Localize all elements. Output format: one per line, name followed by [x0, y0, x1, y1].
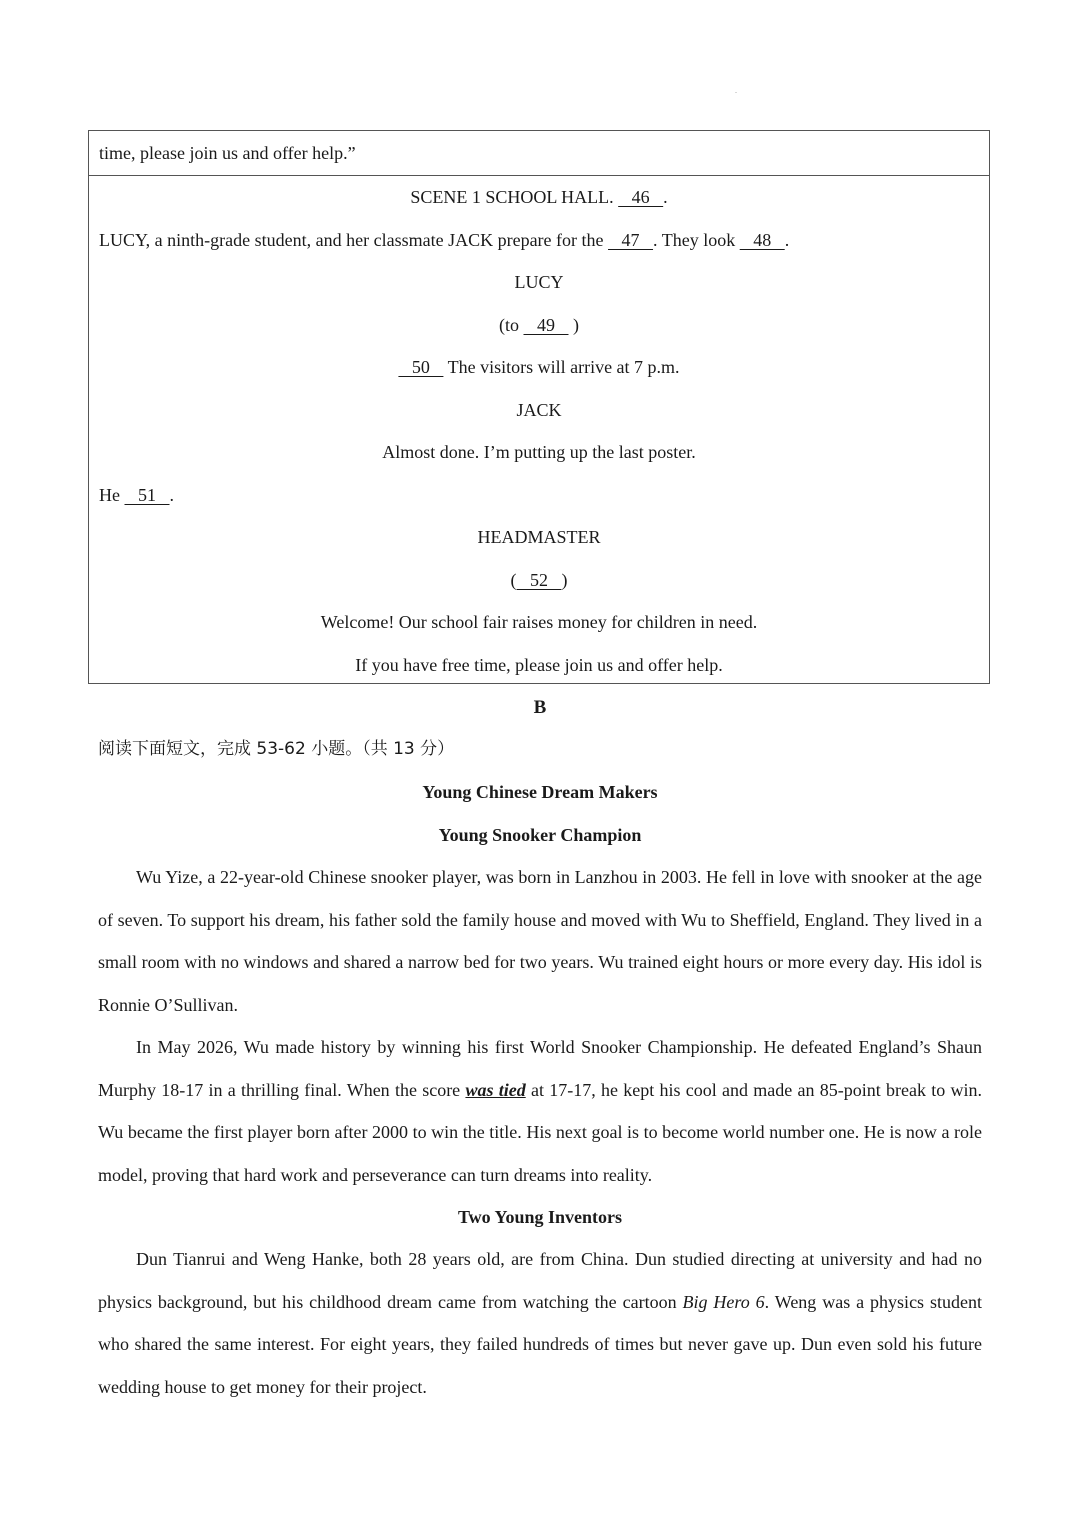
jack-line: Almost done. I’m putting up the last poster. — [382, 442, 696, 462]
stage-direction-to: (to 49 ) — [499, 315, 579, 335]
blank-50[interactable]: 50 — [398, 357, 444, 377]
section-letter: B — [533, 697, 547, 718]
cartoon-title: Big Hero 6 — [682, 1291, 765, 1312]
stage-direction-52: ( 52 ) — [510, 570, 568, 590]
paragraph-championship: In May 2026, Wu made history by winning his first World Snooker Championship. He defeated England’s Shaun Murphy 18-17 in a thrilling final. When the score was tied at 17-17, he kept his cool and made an 85-point break to win. Wu became the first player born after 2000 to win the title. His next goal is to become world number one. He is now a role model, proving that hard work and perseverance can turn dreams into reality. — [98, 1037, 982, 1185]
paragraph-inventors: Dun Tianrui and Weng Hanke, both 28 years old, are from China. Dun studied directing at university and had no physics background, but his childhood dream came from watching the cartoon Big Hero 6. Weng was a physics student who shared the same interest. For eight years, they failed hundreds of times but never gave up. Dun even sold his future wedding house to get money for their project. — [98, 1249, 982, 1397]
article-subtitle-snooker: Young Snooker Champion — [438, 825, 642, 845]
article-subtitle-inventors: Two Young Inventors — [457, 1207, 623, 1227]
stray-dot: . — [735, 86, 737, 95]
speaker-lucy: LUCY — [514, 272, 564, 292]
speaker-jack: JACK — [516, 400, 562, 420]
top-line-text: time, please join us and offer help.” — [99, 143, 356, 163]
blank-49[interactable]: 49 — [523, 315, 569, 335]
blank-47[interactable]: 47 — [608, 230, 654, 250]
headmaster-welcome: Welcome! Our school fair raises money for children in need. — [320, 612, 758, 632]
paragraph-wu-yize: Wu Yize, a 22-year-old Chinese snooker player, was born in Lanzhou in 2003. He fell in love with snooker at the age of seven. To support his dream, his father sold the family house and moved with Wu to Sheffield, England. They lived in a small room with no windows and shared a narrow bed for two years. Wu trained eight hours or more every day. His idol is Ronnie O’Sullivan. — [98, 867, 982, 1015]
he-line: He 51 . — [99, 485, 174, 505]
intro-line: LUCY, a ninth-grade student, and her classmate JACK prepare for the 47 . They look 48 . — [99, 230, 790, 250]
headmaster-free-time: If you have free time, please join us and offer help. — [355, 655, 723, 675]
article-body-1 — [98, 856, 982, 1196]
scene-heading: SCENE 1 SCHOOL HALL. 46 . — [410, 187, 668, 207]
blank-48[interactable]: 48 — [739, 230, 785, 250]
blank-46[interactable]: 46 — [618, 187, 664, 207]
article-body-2 — [98, 1238, 982, 1408]
section-instruction: 阅读下面短文，完成 53-62 小题。（共 13 分） — [98, 739, 455, 759]
article-title: Young Chinese Dream Makers — [422, 782, 658, 802]
speaker-headmaster: HEADMASTER — [477, 527, 601, 547]
dialogue-top-row — [89, 131, 989, 176]
dialogue-box — [88, 130, 990, 684]
underlined-phrase: was tied — [465, 1079, 526, 1100]
blank-52[interactable]: 52 — [516, 570, 562, 590]
blank-51[interactable]: 51 — [124, 485, 170, 505]
lucy-line: 50 The visitors will arrive at 7 p.m. — [398, 357, 680, 377]
